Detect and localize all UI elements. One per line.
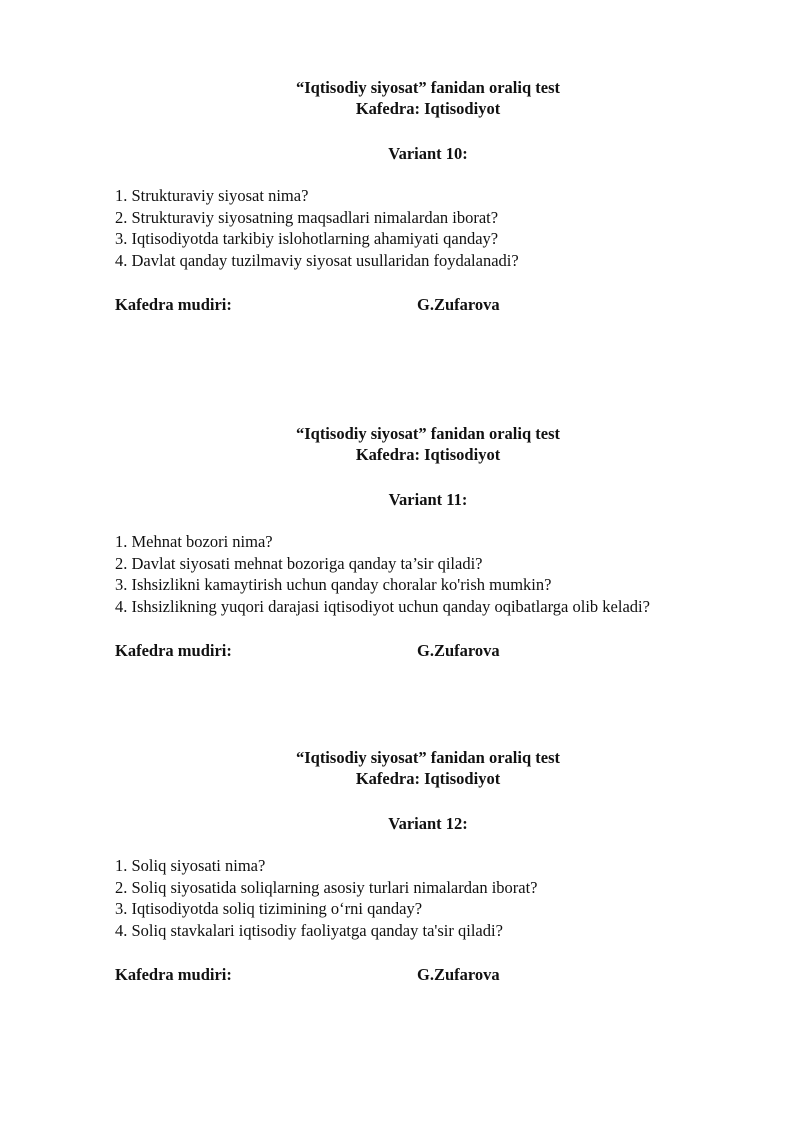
test-title: “Iqtisodiy siyosat” fanidan oraliq test [295,78,561,97]
signature-name: G.Zufarova [417,641,500,660]
department-label: Kafedra: Iqtisodiyot [355,445,501,464]
question-item: 4. Soliq stavkalari iqtisodiy faoliyatga qanday ta'sir qiladi? [115,921,503,940]
signature-name: G.Zufarova [417,295,500,314]
question-item: 4. Ishsizlikning yuqori darajasi iqtisodiyot uchun qanday oqibatlarga olib keladi? [115,597,650,616]
signature-name: G.Zufarova [417,965,500,984]
question-item: 1. Soliq siyosati nima? [115,856,266,875]
question-item: 3. Ishsizlikni kamaytirish uchun qanday choralar ko'rish mumkin? [115,575,552,594]
question-item: 2. Strukturaviy siyosatning maqsadlari nimalardan iborat? [115,208,499,227]
question-item: 1. Strukturaviy siyosat nima? [115,186,309,205]
question-item: 2. Davlat siyosati mehnat bozoriga qanday ta’sir qiladi? [115,554,483,573]
signature-label: Kafedra mudiri: [115,295,232,314]
test-title: “Iqtisodiy siyosat” fanidan oraliq test [295,424,561,443]
variant-heading: Variant 12: [388,814,468,833]
question-item: 1. Mehnat bozori nima? [115,532,273,551]
question-item: 3. Iqtisodiyotda tarkibiy islohotlarning ahamiyati qanday? [115,229,499,248]
variant-heading: Variant 10: [388,144,468,163]
question-item: 3. Iqtisodiyotda soliq tizimining o‘rni qanday? [115,899,423,918]
variant-heading: Variant 11: [388,490,468,509]
department-label: Kafedra: Iqtisodiyot [355,769,501,788]
signature-label: Kafedra mudiri: [115,641,232,660]
question-item: 2. Soliq siyosatida soliqlarning asosiy turlari nimalardan iborat? [115,878,538,897]
department-label: Kafedra: Iqtisodiyot [355,99,501,118]
question-item: 4. Davlat qanday tuzilmaviy siyosat usullaridan foydalanadi? [115,251,519,270]
test-title: “Iqtisodiy siyosat” fanidan oraliq test [295,748,561,767]
signature-label: Kafedra mudiri: [115,965,232,984]
